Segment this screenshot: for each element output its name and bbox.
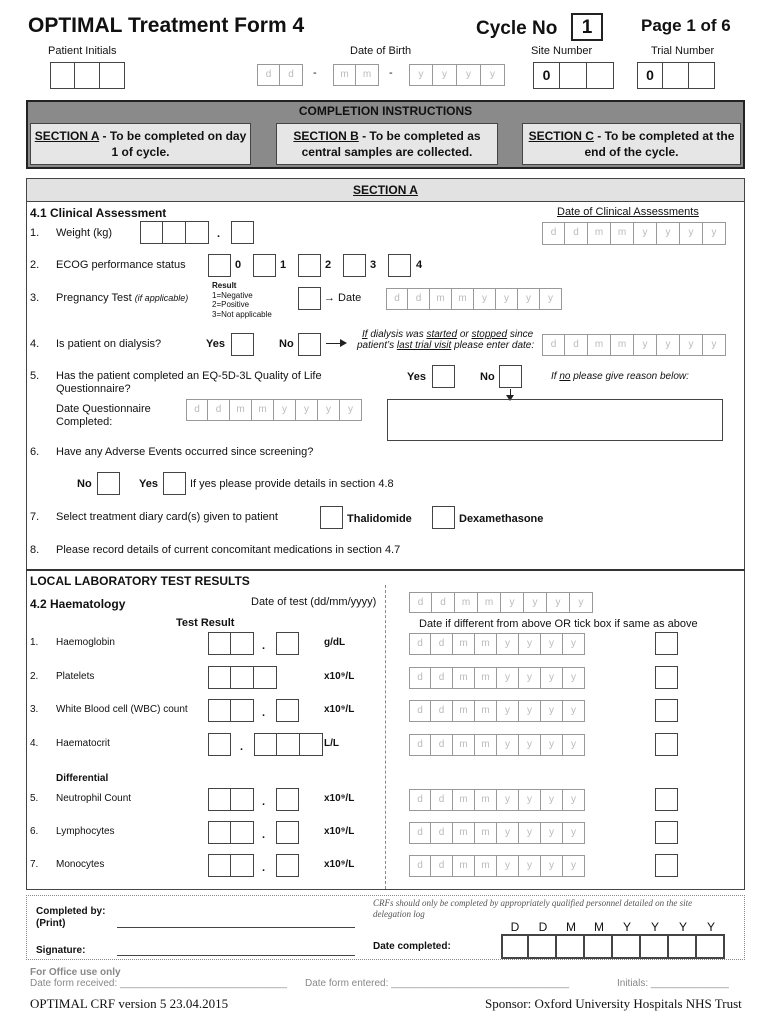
test-decimal-point: . [262,796,266,808]
print-label: (Print) [36,918,66,929]
haematology-heading: 4.2 Haematology [30,597,126,611]
test-decimal-field[interactable] [276,854,299,877]
test-result-field[interactable] [208,666,277,689]
pregnancy-date-label: → Date [324,292,362,304]
test-unit: x10⁹/L [324,793,355,804]
crf-note: CRFs should only be completed by appropriately qualified personnel detailed on the site delegation log [373,898,693,919]
dexamethasone-label: Dexamethasone [459,513,544,525]
q5-date-label-2: Completed: [56,416,113,428]
cycle-number-box[interactable]: 1 [571,13,603,41]
test-unit: x10⁹/L [324,859,355,870]
dob-day-field[interactable]: d d [257,64,303,86]
same-date-checkbox[interactable] [655,788,678,811]
q2-label: ECOG performance status [56,259,186,271]
ae-no-box[interactable] [97,472,120,495]
clinical-assessment-heading: 4.1 Clinical Assessment [30,206,167,220]
q4-label: Is patient on dialysis? [56,338,162,350]
lab-divider [26,569,745,571]
same-date-checkbox[interactable] [655,733,678,756]
date-completed-field[interactable] [501,934,725,959]
q7-label: Select treatment diary card(s) given to patient [56,511,278,523]
ecog-3-label: 3 [370,259,377,271]
lab-title: LOCAL LABORATORY TEST RESULTS [30,574,250,588]
q5-number: 5. [30,370,40,382]
date-of-test-field[interactable]: d d m m y y y y [409,592,593,613]
thalidomide-label: Thalidomide [347,513,412,525]
result-option-1: 1=Negative [212,291,253,300]
section-b-instruction: SECTION B - To be completed as central samples are collected. [276,123,498,165]
date-of-test-label: Date of test (dd/mm/yyyy) [251,596,377,608]
patient-initials-field[interactable] [50,62,125,89]
test-decimal-point: . [240,741,244,753]
dob-year-field[interactable]: y y y y [409,64,505,86]
dialysis-no-box[interactable] [298,333,321,356]
trial-number-label: Trial Number [651,45,715,57]
test-number: 1. [30,637,39,648]
q5-line2: Questionnaire? [56,383,131,395]
test-result-field[interactable] [208,699,254,722]
test-date-field[interactable]: d d m m y y y y [409,822,585,844]
test-number: 5. [30,793,39,804]
test-decimal-field[interactable] [276,699,299,722]
test-decimal-point: . [262,640,266,652]
test-name: Haematocrit [56,738,110,749]
q7-number: 7. [30,511,40,523]
weight-field[interactable] [140,221,209,244]
result-option-3: 3=Not applicable [212,310,272,319]
signature-label: Signature: [36,945,86,956]
ecog-3-box[interactable] [343,254,366,277]
dialysis-no-label: No [279,338,294,350]
signature-field[interactable] [117,955,355,956]
dob-label: Date of Birth [350,45,412,57]
eq5d-reason-note: If no please give reason below: [551,371,689,382]
test-decimal-point: . [262,862,266,874]
lab-column-divider [385,585,386,889]
site-number-label: Site Number [531,45,593,57]
ecog-0-label: 0 [235,259,242,271]
q2-number: 2. [30,259,40,271]
test-name: White Blood cell (WBC) count [56,704,188,715]
ecog-1-label: 1 [280,259,287,271]
test-decimal-field[interactable] [276,632,299,655]
dialysis-arrowhead-icon [340,339,347,347]
completed-by-label: Completed by: [36,906,106,917]
test-number: 6. [30,826,39,837]
q5-date-label-1: Date Questionnaire [56,403,151,415]
date-clinical-label: Date of Clinical Assessments [557,206,699,218]
test-result-field[interactable] [208,821,254,844]
office-use-label: For Office use only [30,967,121,978]
dialysis-yes-label: Yes [206,338,225,350]
test-date-field[interactable]: d d m m y y y y [409,789,585,811]
same-date-checkbox[interactable] [655,854,678,877]
test-unit: x10⁹/L [324,671,355,682]
result-option-2: 2=Positive [212,300,250,309]
clinical-date-field[interactable]: d d m m y y y y [542,222,726,245]
page-indicator: Page 1 of 6 [641,16,731,35]
test-result-field[interactable] [208,733,231,756]
weight-decimal: . [217,228,221,240]
q5-line1: Has the patient completed an EQ-5D-3L Quality of Life [56,370,322,382]
test-result-field[interactable] [208,854,254,877]
ae-no-label: No [77,478,92,490]
test-result-field[interactable] [208,788,254,811]
trial-number-field[interactable]: 0 [637,62,715,89]
test-date-field[interactable]: d d m m y y y y [409,700,585,722]
ae-yes-label: Yes [139,478,158,490]
eq5d-yes-label: Yes [407,371,426,383]
same-date-checkbox[interactable] [655,699,678,722]
test-decimal-field[interactable] [276,821,299,844]
test-date-field[interactable]: d d m m y y y y [409,855,585,877]
section-c-instruction: SECTION C - To be completed at the end of the cycle. [522,123,741,165]
q8-label: Please record details of current concomitant medications in section 4.7 [56,544,401,556]
cycle-label: Cycle No [476,18,558,39]
date-completed-label: Date completed: [373,941,451,952]
pregnancy-result-box[interactable] [298,287,321,310]
test-unit: g/dL [324,637,346,648]
dialysis-date-field[interactable]: d d m m y y y y [542,334,726,356]
eq5d-reason-field[interactable] [387,399,723,441]
ecog-4-box[interactable] [388,254,411,277]
q6-label: Have any Adverse Events occurred since screening? [56,446,314,458]
q3-label: Pregnancy Test (if applicable) [56,292,189,304]
instructions-title: COMPLETION INSTRUCTIONS [298,104,473,118]
test-date-field[interactable]: d d m m y y y y [409,734,585,756]
dob-dash-2: - [389,67,393,79]
dialysis-note-line2: patient’s last trial visit please enter date: [357,340,535,351]
same-date-checkbox[interactable] [655,666,678,689]
test-name: Lymphocytes [56,826,115,837]
thalidomide-box[interactable] [320,506,343,529]
date-entered-field[interactable]: Date form entered: ________________________________ [305,978,570,989]
test-name: Platelets [56,671,95,682]
version-label: OPTIMAL CRF version 5 23.04.2015 [30,996,229,1011]
test-number: 7. [30,859,39,870]
q3-number: 3. [30,292,40,304]
site-number-field[interactable]: 0 [533,62,614,89]
test-number: 2. [30,671,39,682]
q1-number: 1. [30,227,40,239]
q4-number: 4. [30,338,40,350]
result-title: Result [212,281,237,290]
test-number: 4. [30,738,39,749]
ecog-2-box[interactable] [298,254,321,277]
same-date-checkbox[interactable] [655,821,678,844]
ecog-4-label: 4 [416,259,423,271]
dob-dash-1: - [313,67,317,79]
dexamethasone-box[interactable] [432,506,455,529]
ae-yes-box[interactable] [163,472,186,495]
ecog-2-label: 2 [325,259,332,271]
ecog-1-box[interactable] [253,254,276,277]
test-unit: x10⁹/L [324,704,355,715]
ae-yes-note: If yes please provide details in section 4.8 [190,478,394,490]
q1-label: Weight (kg) [56,227,113,239]
dialysis-yes-box[interactable] [231,333,254,356]
test-decimal-point: . [262,707,266,719]
test-decimal-point: . [262,829,266,841]
test-result-heading: Test Result [176,617,235,629]
test-name: Monocytes [56,859,105,870]
sponsor-label: Sponsor: Oxford University Hospitals NHS Trust [485,996,742,1011]
form-title: OPTIMAL Treatment Form 4 [28,14,305,37]
test-decimal-field[interactable] [276,788,299,811]
differential-heading: Differential [56,773,109,784]
test-unit: L/L [324,738,339,749]
date-diff-heading: Date if different from above OR tick box if same as above [419,618,698,630]
test-number: 3. [30,704,39,715]
eq5d-date-field[interactable]: d d m m y y y y [186,399,362,421]
pregnancy-date-field[interactable]: d d m m y y y y [386,288,562,310]
q6-number: 6. [30,446,40,458]
dob-month-field[interactable]: m m [333,64,379,86]
dialysis-note-line1: If dialysis was started or stopped since [362,329,534,340]
test-decimal-field[interactable] [254,733,323,756]
initials-field[interactable]: Initials: ______________ [617,978,729,989]
test-name: Neutrophil Count [56,793,132,804]
ecog-0-box[interactable] [208,254,231,277]
section-a-title: SECTION A [26,178,745,202]
weight-decimal-field[interactable] [231,221,254,244]
test-unit: x10⁹/L [324,826,355,837]
same-date-checkbox[interactable] [655,632,678,655]
section-a-instruction: SECTION A - To be completed on day 1 of cycle. [30,123,251,165]
q8-number: 8. [30,544,40,556]
test-name: Haemoglobin [56,637,115,648]
completed-by-field[interactable] [117,927,355,928]
date-completed-letters: D D M M Y Y Y Y [510,920,715,934]
eq5d-yes-box[interactable] [432,365,455,388]
date-received-field[interactable]: Date form received: ______________________________ [30,978,287,989]
test-date-field[interactable]: d d m m y y y y [409,633,585,655]
eq5d-no-label: No [480,371,495,383]
test-result-field[interactable] [208,632,254,655]
test-date-field[interactable]: d d m m y y y y [409,667,585,689]
eq5d-no-box[interactable] [499,365,522,388]
patient-initials-label: Patient Initials [48,45,117,57]
